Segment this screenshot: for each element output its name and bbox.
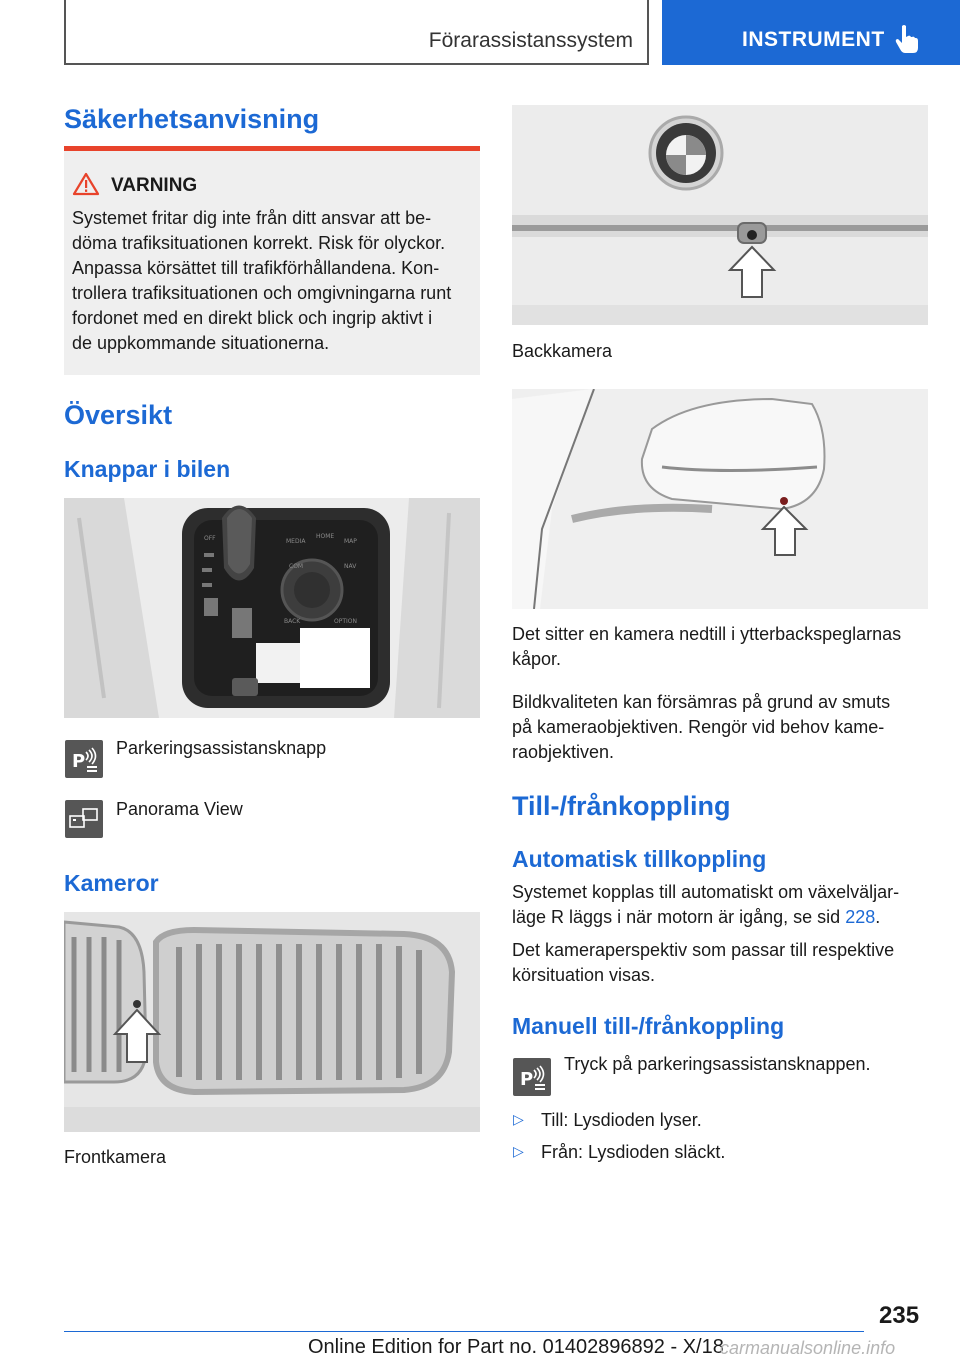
text-line: Bildkvaliteten kan försämras på grund av smuts bbox=[512, 692, 891, 712]
auto-activation-text bbox=[512, 880, 932, 930]
front-camera-caption: Frontkamera bbox=[64, 1147, 167, 1167]
header-section-box bbox=[64, 0, 649, 65]
svg-text:COM: COM bbox=[289, 563, 304, 570]
rear-camera-image bbox=[512, 105, 928, 325]
parking-assist-key-icon bbox=[65, 740, 103, 778]
pointing-hand-icon bbox=[894, 24, 920, 54]
svg-text:MAP: MAP bbox=[344, 538, 357, 545]
mirror-camera-image bbox=[512, 389, 928, 609]
footer-edition: Online Edition for Part no. 01402896892 - X/18 bbox=[308, 1336, 724, 1358]
warning-title: VARNING bbox=[111, 175, 198, 196]
text-line: Systemet kopplas till automatiskt om växelväljar- bbox=[512, 882, 900, 902]
text-line bbox=[512, 905, 932, 930]
manual-activation-title: Manuell till-/frånkoppling bbox=[512, 1013, 785, 1039]
cameras-title: Kameror bbox=[64, 870, 159, 896]
bullet-triangle-icon: ▷ bbox=[513, 1143, 524, 1159]
text-line: körsituation visas. bbox=[512, 965, 656, 985]
text-line: på kameraobjektiven. Rengör vid behov kame- bbox=[512, 717, 885, 737]
header-chapter-label: INSTRUMENT bbox=[742, 28, 885, 51]
warning-line: Anpassa körsättet till trafikförhållandena. Kon- bbox=[72, 258, 440, 278]
svg-text:MEDIA: MEDIA bbox=[286, 538, 306, 545]
text-segment: läge R läggs i när motorn är igång, se sid bbox=[512, 907, 846, 927]
parking-assist-key-label: Parkeringsassistansknapp bbox=[116, 738, 327, 758]
panorama-view-key-icon bbox=[65, 800, 103, 838]
warning-line: Systemet fritar dig inte från ditt ansvar att be- bbox=[72, 208, 432, 228]
header-chapter-tab[interactable] bbox=[662, 0, 960, 65]
text-line: Det kameraperspektiv som passar till respektive bbox=[512, 940, 895, 960]
svg-text:OPTION: OPTION bbox=[334, 618, 357, 625]
overview-title: Översikt bbox=[64, 400, 173, 430]
image-quality-text bbox=[512, 690, 928, 765]
warning-line: trollera trafiksituationen och omgivningarna runt bbox=[72, 283, 452, 303]
perspective-text bbox=[512, 938, 928, 988]
front-camera-image bbox=[64, 912, 480, 1132]
svg-text:P: P bbox=[520, 1069, 534, 1090]
footer-watermark: carmanualsonline.info bbox=[720, 1338, 896, 1358]
center-console-image bbox=[64, 498, 480, 718]
mirror-camera-text bbox=[512, 622, 928, 672]
footer-rule bbox=[64, 1331, 864, 1332]
svg-text:BACK: BACK bbox=[284, 618, 301, 625]
warning-text bbox=[72, 206, 478, 356]
page-reference-link[interactable]: 228 bbox=[845, 907, 876, 927]
text-segment: . bbox=[875, 907, 881, 927]
bullet-item-off: Från: Lysdioden släckt. bbox=[541, 1142, 726, 1162]
bullet-triangle-icon: ▷ bbox=[513, 1111, 524, 1127]
svg-text:NAV: NAV bbox=[344, 563, 357, 570]
auto-activation-title: Automatisk tillkoppling bbox=[512, 846, 767, 872]
manual-activation-text: Tryck på parkeringsassistansknappen. bbox=[564, 1054, 871, 1074]
text-line: Det sitter en kamera nedtill i ytterbackspeglarnas bbox=[512, 624, 902, 644]
header-section-title: Förarassistanssystem bbox=[428, 29, 633, 52]
warning-line: fordonet med en direkt blick och ingrip aktivt i bbox=[72, 308, 433, 328]
rear-camera-caption: Backkamera bbox=[512, 341, 613, 361]
bullet-item-on: Till: Lysdioden lyser. bbox=[541, 1110, 702, 1130]
panorama-view-key-label: Panorama View bbox=[116, 799, 243, 819]
warning-line: de uppkommande situationerna. bbox=[72, 333, 330, 353]
svg-text:HOME: HOME bbox=[316, 533, 335, 540]
svg-text:P: P bbox=[72, 751, 86, 772]
warning-line: döma trafiksituationen korrekt. Risk för olyckor. bbox=[72, 233, 446, 253]
parking-assist-key-icon bbox=[513, 1058, 551, 1096]
safety-title: Säkerhetsanvisning bbox=[64, 104, 320, 134]
text-line: raobjektiven. bbox=[512, 742, 615, 762]
toggle-title: Till-/frånkoppling bbox=[512, 791, 731, 821]
warning-triangle-icon bbox=[72, 172, 100, 196]
buttons-title: Knappar i bilen bbox=[64, 456, 231, 482]
svg-text:OFF: OFF bbox=[204, 535, 216, 542]
page-number: 235 bbox=[879, 1302, 920, 1329]
text-line: kåpor. bbox=[512, 649, 562, 669]
